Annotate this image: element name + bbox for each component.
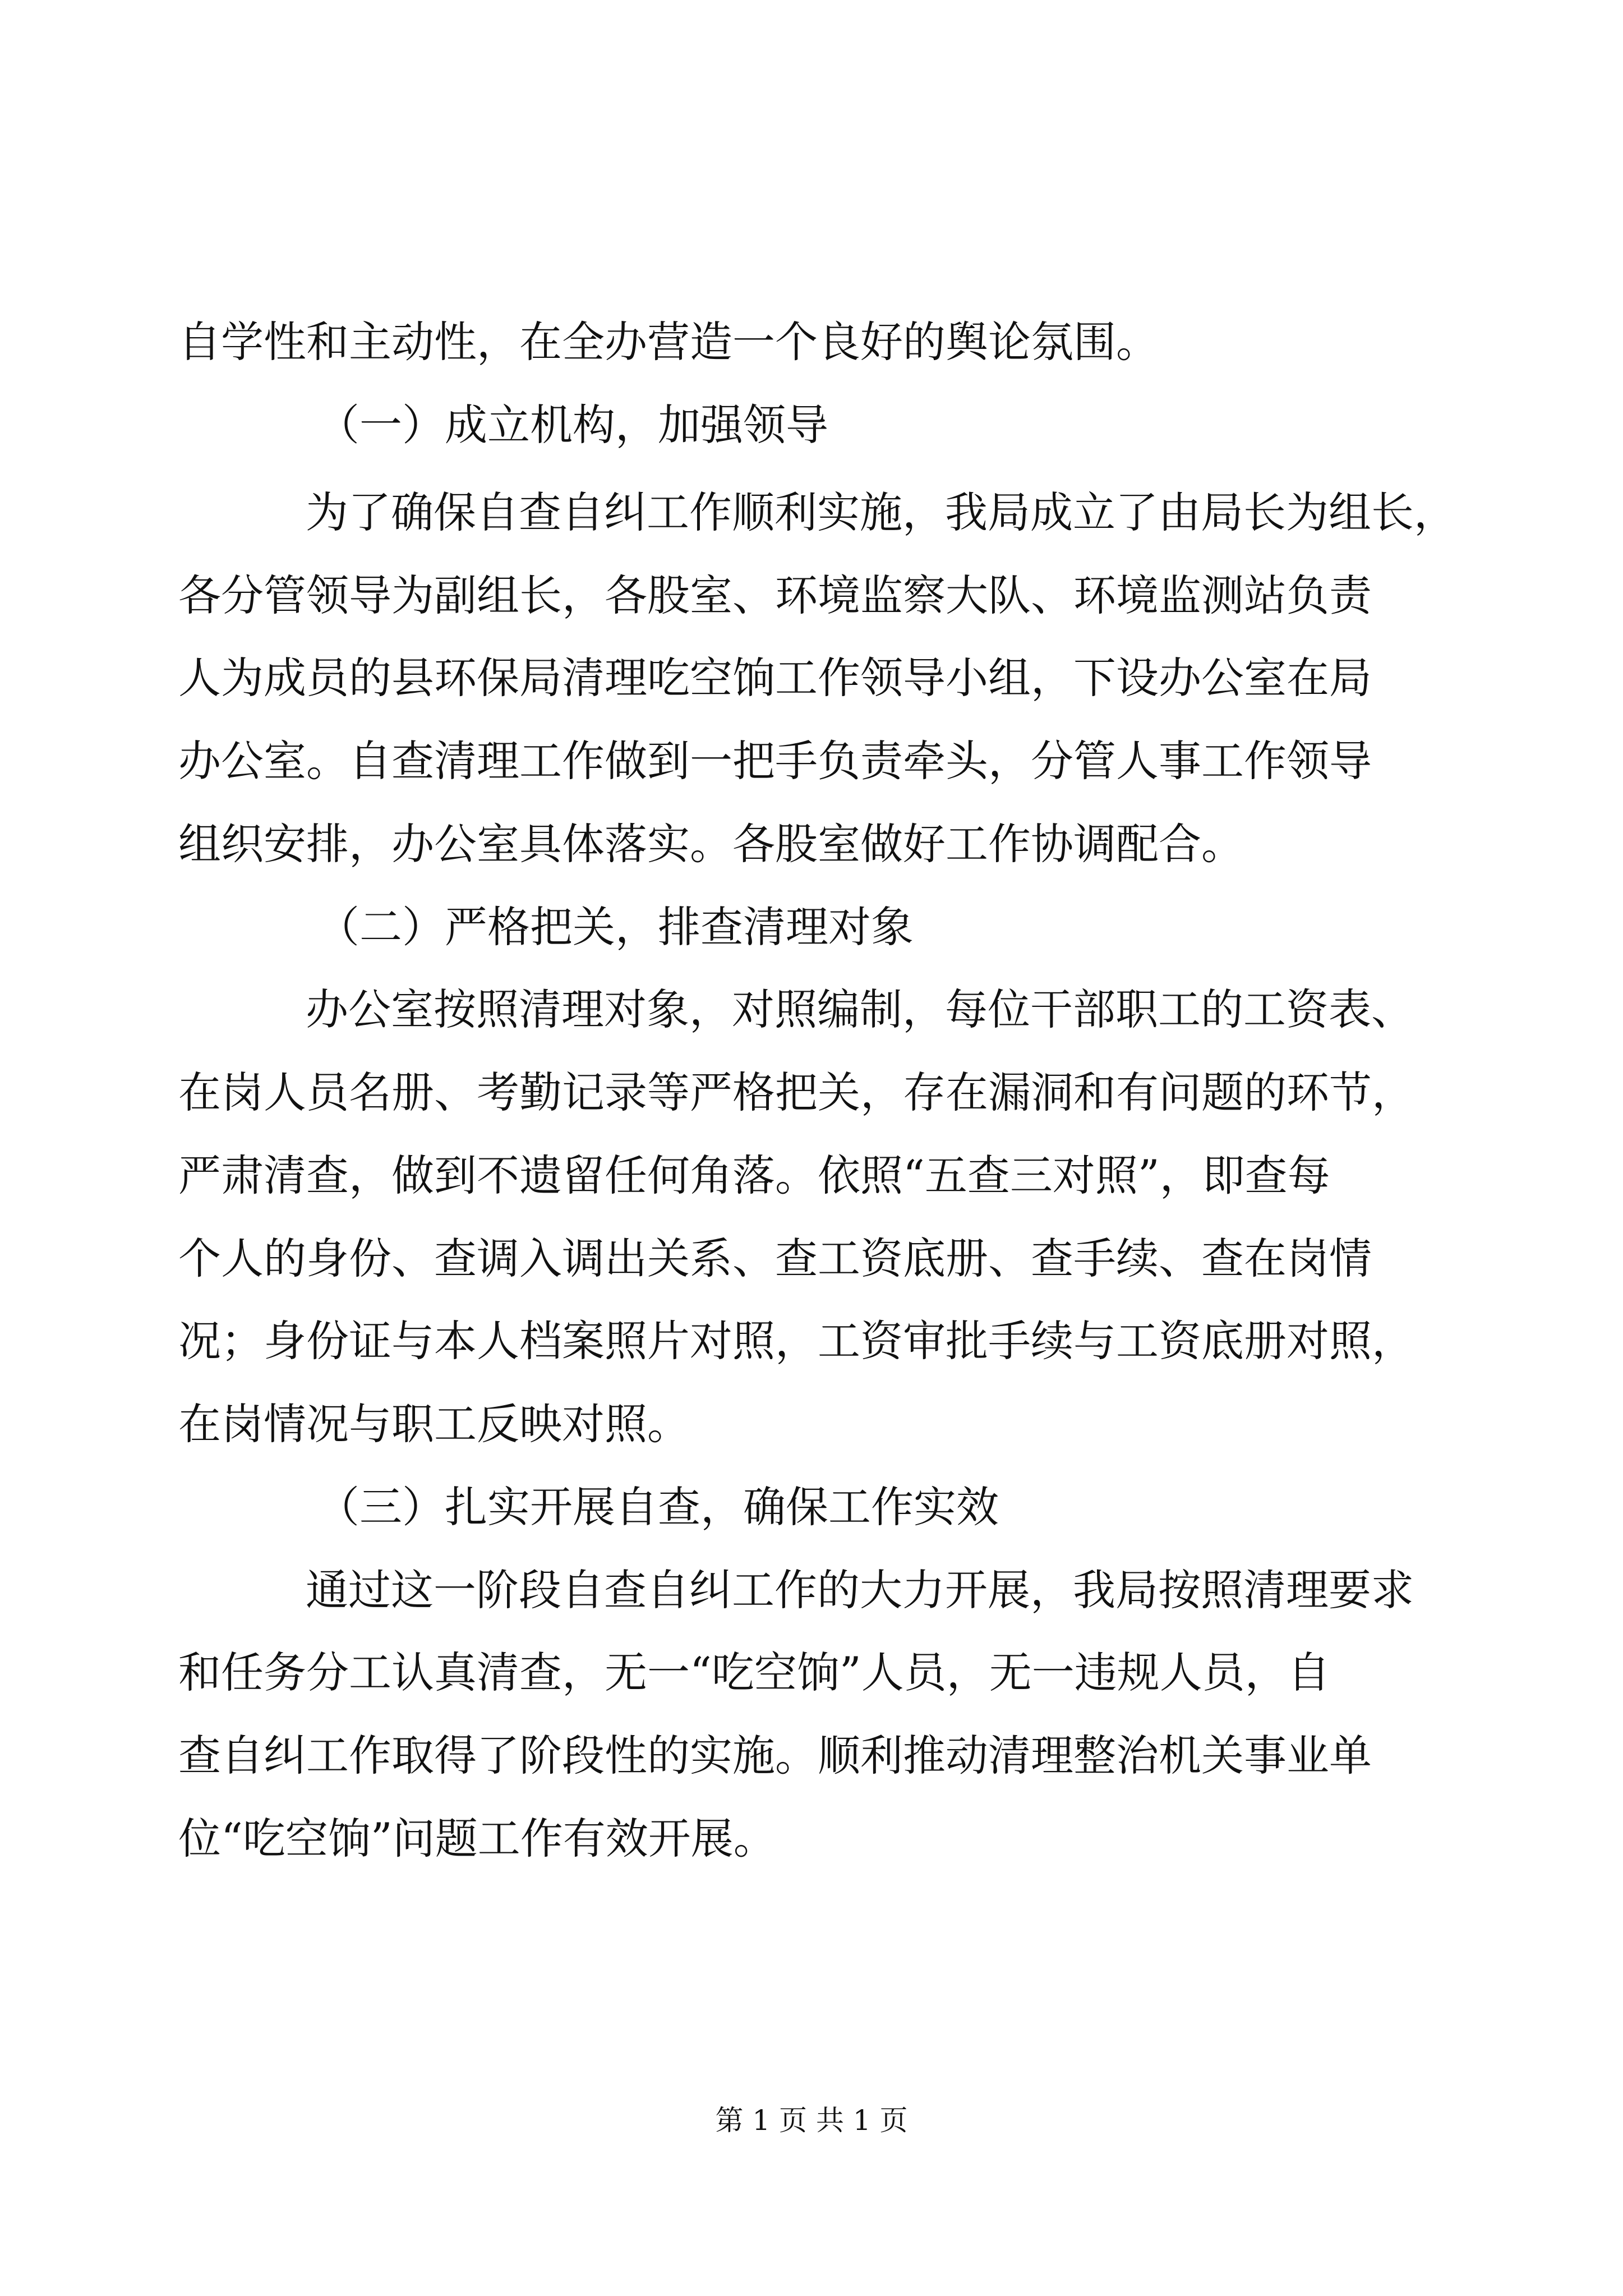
text-line-13: 况；身份证与本人档案照片对照，工资审批手续与工资底册对照， bbox=[178, 1316, 1414, 1366]
text-line-12: 个人的身份、查调入调出关系、查工资底册、查手续、查在岗情 bbox=[178, 1234, 1372, 1283]
text-line-3: 为了确保自查自纠工作顺利实施，我局成立了由局长为组长， bbox=[306, 487, 1456, 537]
text-line-10: 在岗人员名册、考勤记录等严格把关，存在漏洞和有问题的环节， bbox=[178, 1068, 1414, 1117]
text-line-16: 通过这一阶段自查自纠工作的大力开展，我局按照清理要求 bbox=[306, 1565, 1414, 1615]
text-line-1: 自学性和主动性，在全办营造一个良好的舆论氛围。 bbox=[178, 317, 1159, 367]
text-line-7: 组织安排，办公室具体落实。各股室做好工作协调配合。 bbox=[178, 819, 1244, 869]
text-line-19: 位“吃空饷”问题工作有效开展。 bbox=[178, 1814, 776, 1864]
text-line-6: 办公室。自查清理工作做到一把手负责牵头，分管人事工作领导 bbox=[178, 736, 1372, 786]
text-line-9: 办公室按照清理对象，对照编制，每位干部职工的工资表、 bbox=[306, 984, 1414, 1034]
page-number-footer: 第 1 页 共 1 页 bbox=[715, 2104, 908, 2137]
text-line-17: 和任务分工认真清查，无一“吃空饷”人员，无一违规人员，自 bbox=[178, 1648, 1330, 1697]
text-line-5: 人为成员的县环保局清理吃空饷工作领导小组，下设办公室在局 bbox=[178, 653, 1372, 703]
section-heading-2: （二）严格把关，排查清理对象 bbox=[317, 902, 914, 952]
text-line-18: 查自纠工作取得了阶段性的实施。顺利推动清理整治机关事业单 bbox=[178, 1731, 1372, 1780]
text-line-4: 各分管领导为副组长，各股室、环境监察大队、环境监测站负责 bbox=[178, 570, 1372, 620]
text-line-14: 在岗情况与职工反映对照。 bbox=[178, 1399, 690, 1449]
text-line-11: 严肃清查，做到不遗留任何角落。依照“五查三对照”，即查每 bbox=[178, 1151, 1330, 1200]
section-heading-1: （一）成立机构，加强领导 bbox=[317, 400, 828, 450]
section-heading-3: （三）扎实开展自查，确保工作实效 bbox=[317, 1482, 999, 1532]
